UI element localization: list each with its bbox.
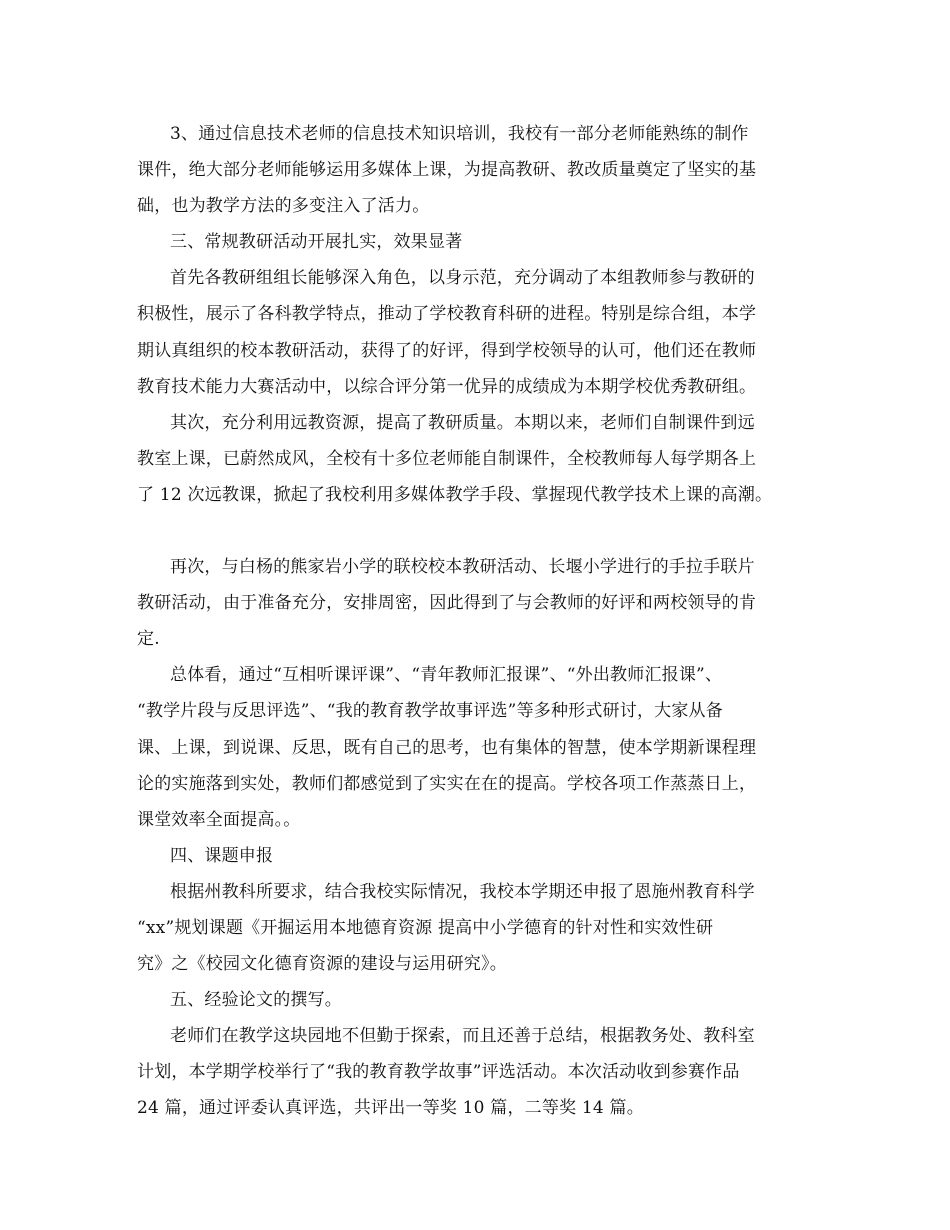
paragraph-line: “xx”规划课题《开掘运用本地德育资源 提高中小学德育的针对性和实效性研: [137, 917, 714, 938]
section-heading: 四、课题申报: [170, 845, 274, 866]
section-heading: 三、常规教研活动开展扎实，效果显著: [170, 232, 463, 253]
paragraph-line: 24 篇，通过评委认真评选，共评出一等奖 10 篇，二等奖 14 篇。: [137, 1098, 644, 1119]
paragraph-line: 其次，充分利用远教资源，提高了教研质量。本期以来，老师们自制课件到远: [170, 412, 755, 433]
paragraph-line: 究》之《校园文化德育资源的建设与运用研究》。: [137, 954, 507, 975]
paragraph-line: 3、通过信息技术老师的信息技术知识培训，我校有一部分老师能熟练的制作: [170, 124, 749, 144]
paragraph-line: 总体看，通过“互相听课评课”、“青年教师汇报课”、“外出教师汇报课”、: [170, 665, 723, 686]
paragraph-line: 再次，与白杨的熊家岩小学的联校校本教研活动、长堰小学进行的手拉手联片: [170, 557, 755, 578]
paragraph-line: 论的实施落到实处，教师们都感觉到了实实在在的提高。学校各项工作蒸蒸日上，: [137, 773, 757, 794]
paragraph-line: 教育技术能力大赛活动中，以综合评分第一优异的成绩成为本期学校优秀教研组。: [137, 376, 757, 397]
paragraph-line: 积极性，展示了各科教学特点，推动了学校教育科研的进程。特别是综合组，本学: [137, 304, 757, 325]
paragraph-line: 教研活动，由于准备充分，安排周密，因此得到了与会教师的好评和两校领导的肯: [137, 593, 757, 614]
paragraph-line: 根据州教科所要求，结合我校实际情况，我校本学期还申报了恩施州教育科学: [170, 881, 755, 902]
document-body: [137, 116, 837, 1127]
paragraph-line: 课件，绝大部分老师能够运用多媒体上课，为提高教研、教改质量奠定了坚实的基: [137, 160, 757, 181]
paragraph-line: 了 12 次远教课，掀起了我校利用多媒体教学手段、掌握现代教学技术上课的高潮。: [137, 484, 773, 505]
section-heading: 五、经验论文的撰写。: [170, 990, 342, 1011]
paragraph-line: 首先各教研组组长能够深入角色，以身示范，充分调动了本组教师参与教研的: [170, 268, 755, 289]
paragraph-line: 计划，本学期学校举行了“我的教育教学故事”评选活动。本次活动收到参赛作品: [137, 1062, 740, 1083]
paragraph-line: 础，也为教学方法的多变注入了活力。: [137, 196, 430, 217]
paragraph-line: 老师们在教学这块园地不但勤于探索，而且还善于总结，根据教务处、教科室: [170, 1026, 755, 1047]
paragraph-line: 课堂效率全面提高。。: [137, 809, 301, 830]
paragraph-line: 期认真组织的校本教研活动，获得了的好评，得到学校领导的认可，他们还在教师: [137, 340, 757, 361]
paragraph-line: “教学片段与反思评选”、“我的教育教学故事评选”等多种形式研讨，大家从备: [137, 701, 723, 722]
paragraph-line: 教室上课，已蔚然成风，全校有十多位老师能自制课件，全校教师每人每学期各上: [137, 448, 757, 469]
paragraph-line: 定.: [137, 629, 160, 650]
blank-line: [137, 513, 837, 549]
paragraph-line: 课、上课，到说课、反思，既有自己的思考，也有集体的智慧，使本学期新课程理: [137, 737, 757, 758]
